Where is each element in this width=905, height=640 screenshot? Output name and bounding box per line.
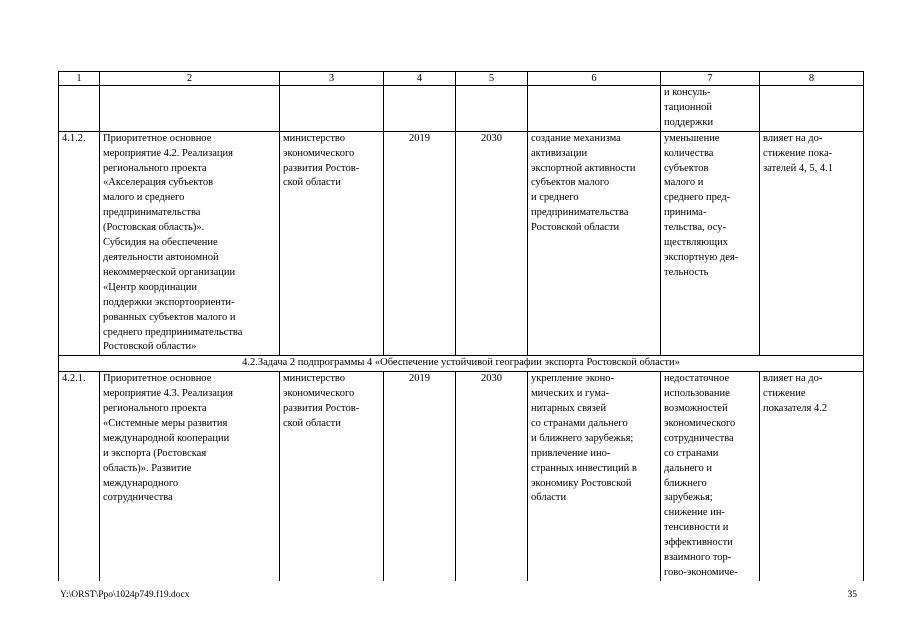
measure-name: Приоритетное основное мероприятие 4.3. Реализация регионального проекта «Системные меры развития международной кооперации и экспорта (Ростовская область)». Развитие международного сотрудничества — [100, 372, 280, 581]
task-heading: 4.2.Задача 2 подпрограммы 4 «Обеспечение устойчивой географии экспорта Ростовской области» — [59, 356, 864, 372]
footer-file-path: Y:\ORST\Ppo\1024p749.f19.docx — [60, 590, 190, 600]
header-cell: 3 — [280, 72, 384, 86]
header-cell: 4 — [384, 72, 456, 86]
start-year: 2019 — [384, 372, 456, 581]
consequences-cell: недостаточное использование возможностей экономического сотрудничества со странами дальнего и ближнего зарубежья; снижение ин- тенсивности и эффективности взаимного тор- гово-экономиче- — [661, 372, 760, 581]
header-cell: 8 — [760, 72, 864, 86]
consequences-cell: уменьшение количества субъектов малого и среднего пред- принима- тельства, осу- ществляющих экспортную дея- тельность — [661, 131, 760, 356]
executor: министерство экономического развития Ростов- ской области — [280, 131, 384, 356]
expected-result: создание механизма активизации экспортной активности субъектов малого и среднего предпринимательства Ростовской области — [528, 131, 661, 356]
row-number: 4.1.2. — [59, 131, 100, 356]
end-year: 2030 — [456, 372, 528, 581]
indicator-link: влияет на до- стижение пока- зателей 4, 5, 4.1 — [760, 131, 864, 356]
indicator-link: влияет на до- стижение показателя 4.2 — [760, 372, 864, 581]
table-row — [59, 131, 864, 356]
row-number: 4.2.1. — [59, 372, 100, 581]
header-row — [59, 72, 864, 86]
header-cell: 5 — [456, 72, 528, 86]
executor: министерство экономического развития Ростов- ской области — [280, 372, 384, 581]
header-cell: 1 — [59, 72, 100, 86]
measures-table — [58, 71, 864, 581]
consequences-cell: и консуль- тационной поддержки — [661, 86, 760, 132]
measure-name: Приоритетное основное мероприятие 4.2. Реализация регионального проекта «Акселерация субъектов малого и среднего предпринимательства (Ростовская область)». Субсидия на обеспечение деятельности автономной некоммерческой организации «Центр координации поддержки экспортоориенти- рованных субъектов малого и среднего предпринимательства Ростовской области» — [100, 131, 280, 356]
expected-result: укрепление эконо- мических и гума- нитарных связей со странами дальнего и ближнего зарубежья; привлечение ино- странных инвестиций в экономику Ростовской области — [528, 372, 661, 581]
continuation-row — [59, 86, 864, 132]
header-cell: 6 — [528, 72, 661, 86]
header-cell: 7 — [661, 72, 760, 86]
start-year: 2019 — [384, 131, 456, 356]
end-year: 2030 — [456, 131, 528, 356]
page-number: 35 — [847, 590, 857, 600]
task-row — [59, 356, 864, 372]
header-cell: 2 — [100, 72, 280, 86]
table-row — [59, 372, 864, 581]
